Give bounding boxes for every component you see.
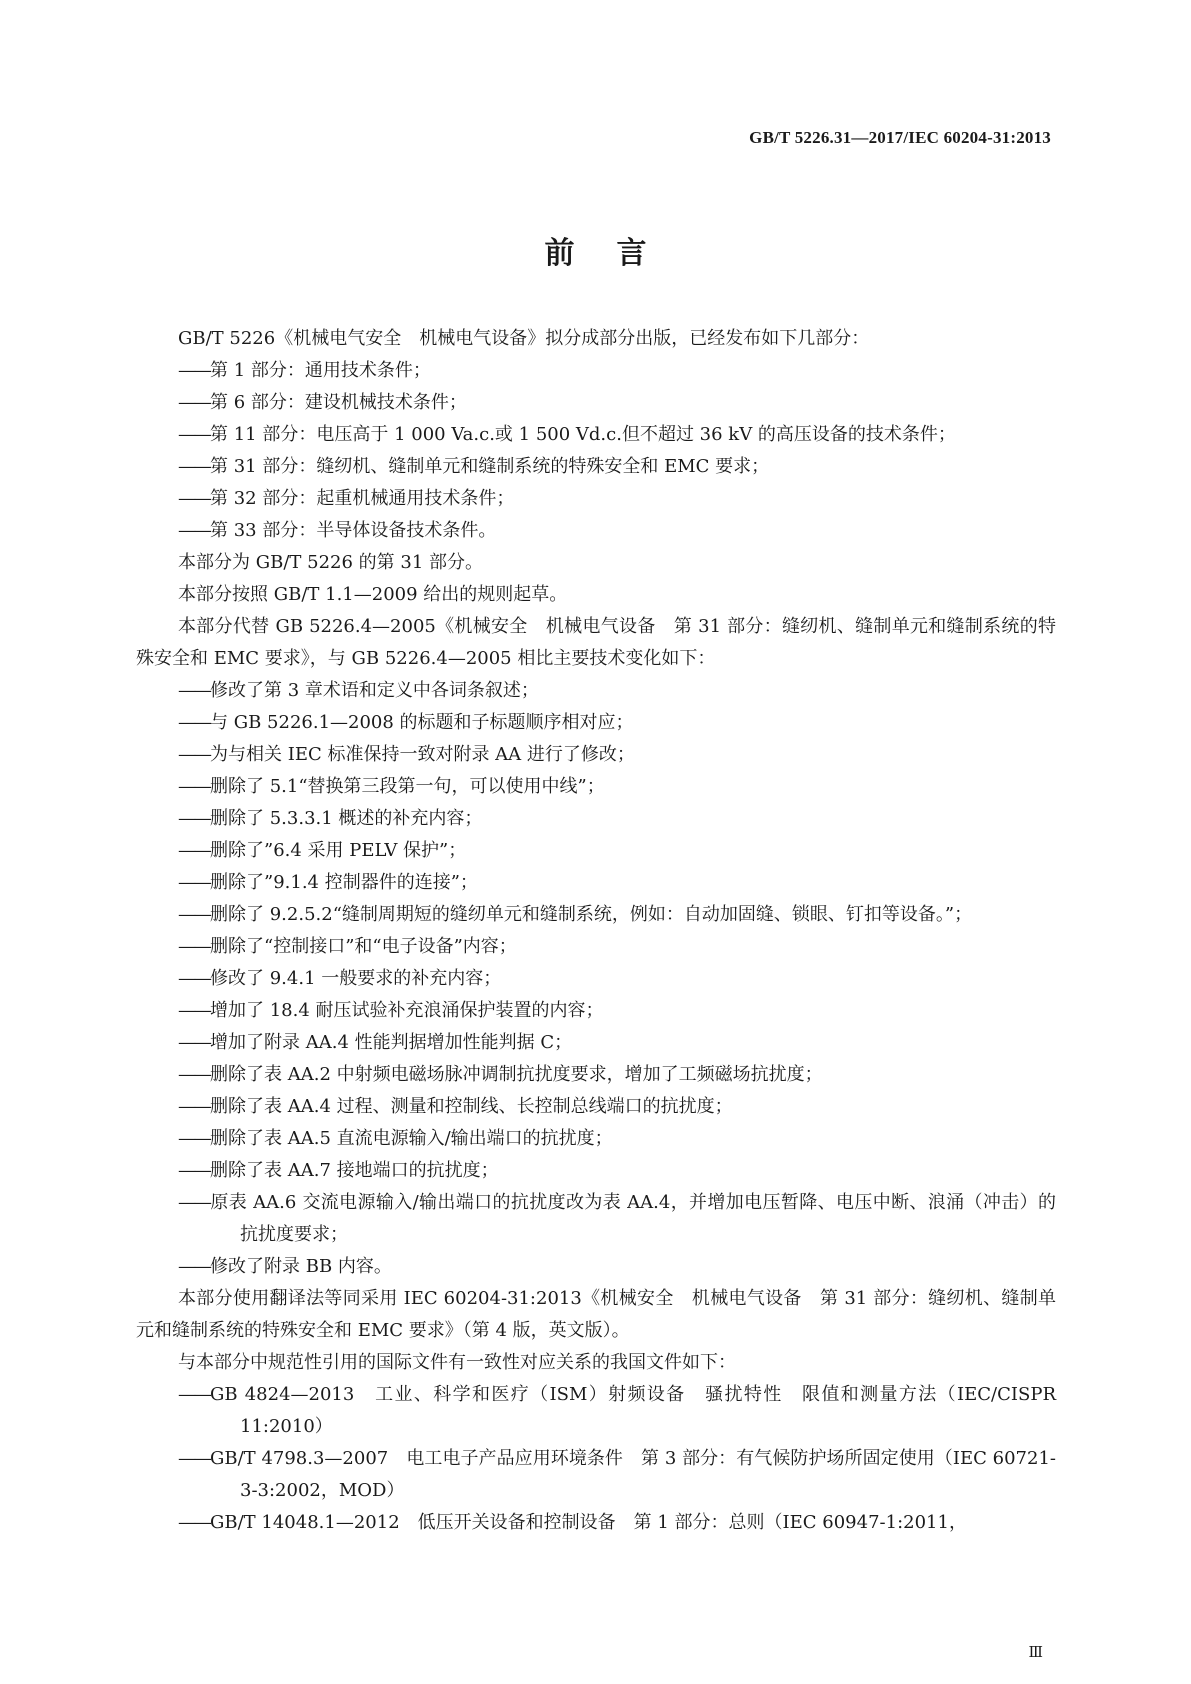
dash-mark: —— <box>178 424 210 445</box>
list-item <box>136 451 1056 483</box>
list-item <box>136 1091 1056 1123</box>
list-item-text: 删除了“控制接口”和“电子设备”内容； <box>210 936 517 957</box>
dash-mark: —— <box>178 520 210 541</box>
list-item-text: 删除了表 AA.2 中射频电磁场脉冲调制抗扰度要求，增加了工频磁场抗扰度； <box>210 1064 823 1085</box>
list-item-text: 删除了表 AA.4 过程、测量和控制线、长控制总线端口的抗扰度； <box>210 1096 733 1117</box>
list-item-text: 删除了表 AA.7 接地端口的抗扰度； <box>210 1160 499 1181</box>
dash-mark: —— <box>178 1000 210 1021</box>
dash-mark: —— <box>178 680 210 701</box>
list-item <box>136 675 1056 707</box>
list-item-text: GB/T 4798.3—2007 电工电子产品应用环境条件 第 3 部分：有气候防护场所固定使用（IEC 60721-3-3:2002，MOD） <box>210 1448 1056 1501</box>
list-item <box>136 931 1056 963</box>
document-code: GB/T 5226.31—2017/IEC 60204-31:2013 <box>749 128 1051 147</box>
list-item <box>136 515 1056 547</box>
list-item-text: 与 GB 5226.1—2008 的标题和子标题顺序相对应； <box>210 712 634 733</box>
list-item-text: 修改了附录 BB 内容。 <box>210 1256 392 1277</box>
list-item <box>136 867 1056 899</box>
list-item <box>136 1251 1056 1283</box>
list-item-text: 第 33 部分：半导体设备技术条件。 <box>210 520 497 541</box>
dash-mark: —— <box>178 1064 210 1085</box>
list-item <box>136 1123 1056 1155</box>
list-item-text: 增加了 18.4 耐压试验补充浪涌保护装置的内容； <box>210 1000 604 1021</box>
list-item <box>136 1187 1056 1251</box>
paragraph: 本部分代替 GB 5226.4—2005《机械安全 机械电气设备 第 31 部分：缝纫机、缝制单元和缝制系统的特殊安全和 EMC 要求》，与 GB 5226.4—2005 相比主要技术变化如下： <box>136 616 1056 669</box>
dash-mark: —— <box>178 1192 210 1213</box>
dash-mark: —— <box>178 1128 210 1149</box>
dash-mark: —— <box>178 1096 210 1117</box>
list-item-text: 原表 AA.6 交流电源输入/输出端口的抗扰度改为表 AA.4，并增加电压暂降、电压中断、浪涌（冲击）的抗扰度要求； <box>210 1192 1056 1245</box>
foreword-body <box>136 323 1056 1539</box>
list-item-text: GB/T 14048.1—2012 低压开关设备和控制设备 第 1 部分：总则（IEC 60947-1:2011， <box>210 1512 967 1533</box>
list-item-text: 修改了 9.4.1 一般要求的补充内容； <box>210 968 502 989</box>
paragraph: GB/T 5226《机械电气安全 机械电气设备》拟分成部分出版，已经发布如下几部分： <box>178 328 870 349</box>
list-item-text: GB 4824—2013 工业、科学和医疗（ISM）射频设备 骚扰特性 限值和测量方法（IEC/CISPR 11:2010） <box>210 1384 1056 1437</box>
dash-mark: —— <box>178 488 210 509</box>
list-item <box>136 803 1056 835</box>
dash-mark: —— <box>178 840 210 861</box>
list-item-text: 删除了 9.2.5.2“缝制周期短的缝纫单元和缝制系统，例如：自动加固缝、锁眼、钉扣等设备。”； <box>210 904 973 925</box>
dash-mark: —— <box>178 936 210 957</box>
dash-mark: —— <box>178 776 210 797</box>
list-item-text: 第 1 部分：通用技术条件； <box>210 360 431 381</box>
list-item <box>136 1059 1056 1091</box>
list-item-text: 删除了”9.1.4 控制器件的连接”； <box>210 872 478 893</box>
list-item <box>136 835 1056 867</box>
list-item <box>136 899 1056 931</box>
list-item-text: 删除了表 AA.5 直流电源输入/输出端口的抗扰度； <box>210 1128 613 1149</box>
dash-mark: —— <box>178 1512 210 1533</box>
dash-mark: —— <box>178 1448 210 1469</box>
dash-mark: —— <box>178 712 210 733</box>
list-item <box>136 963 1056 995</box>
list-item <box>136 355 1056 387</box>
dash-mark: —— <box>178 1160 210 1181</box>
list-item <box>136 1155 1056 1187</box>
list-item-text: 第 6 部分：建设机械技术条件； <box>210 392 467 413</box>
list-item-text: 删除了 5.3.3.1 概述的补充内容； <box>210 808 483 829</box>
dash-mark: —— <box>178 1032 210 1053</box>
paragraph: 与本部分中规范性引用的国际文件有一致性对应关系的我国文件如下： <box>178 1352 736 1373</box>
list-item <box>136 739 1056 771</box>
list-item <box>136 1027 1056 1059</box>
page-title: 前言 <box>544 236 689 271</box>
list-item-text: 第 31 部分：缝纫机、缝制单元和缝制系统的特殊安全和 EMC 要求； <box>210 456 770 477</box>
dash-mark: —— <box>178 904 210 925</box>
list-item <box>136 1443 1056 1507</box>
page-number: Ⅲ <box>1028 1645 1043 1661</box>
list-item <box>136 419 1056 451</box>
list-item <box>136 387 1056 419</box>
dash-mark: —— <box>178 456 210 477</box>
dash-mark: —— <box>178 968 210 989</box>
list-item <box>136 995 1056 1027</box>
dash-mark: —— <box>178 744 210 765</box>
list-item-text: 第 32 部分：起重机械通用技术条件； <box>210 488 515 509</box>
dash-mark: —— <box>178 360 210 381</box>
dash-mark: —— <box>178 392 210 413</box>
list-item-text: 增加了附录 AA.4 性能判据增加性能判据 C； <box>210 1032 573 1053</box>
list-item-text: 删除了”6.4 采用 PELV 保护”； <box>210 840 467 861</box>
list-item <box>136 1379 1056 1443</box>
paragraph: 本部分为 GB/T 5226 的第 31 部分。 <box>178 552 483 573</box>
list-item <box>136 771 1056 803</box>
document-code-header <box>749 128 1051 148</box>
paragraph: 本部分按照 GB/T 1.1—2009 给出的规则起草。 <box>178 584 568 605</box>
list-item-text: 删除了 5.1“替换第三段第一句，可以使用中线”； <box>210 776 605 797</box>
paragraph: 本部分使用翻译法等同采用 IEC 60204-31:2013《机械安全 机械电气设备 第 31 部分：缝纫机、缝制单元和缝制系统的特殊安全和 EMC 要求》（第 4 版，英文版）。 <box>136 1288 1056 1341</box>
list-item-text: 修改了第 3 章术语和定义中各词条叙述； <box>210 680 539 701</box>
list-item-text: 为与相关 IEC 标准保持一致对附录 AA 进行了修改； <box>210 744 635 765</box>
dash-mark: —— <box>178 1256 210 1277</box>
dash-mark: —— <box>178 1384 210 1405</box>
list-item <box>136 707 1056 739</box>
list-item <box>136 1507 1056 1539</box>
list-item <box>136 483 1056 515</box>
dash-mark: —— <box>178 872 210 893</box>
list-item-text: 第 11 部分：电压高于 1 000 Va.c.或 1 500 Vd.c.但不超过 36 kV 的高压设备的技术条件； <box>210 424 956 445</box>
dash-mark: —— <box>178 808 210 829</box>
